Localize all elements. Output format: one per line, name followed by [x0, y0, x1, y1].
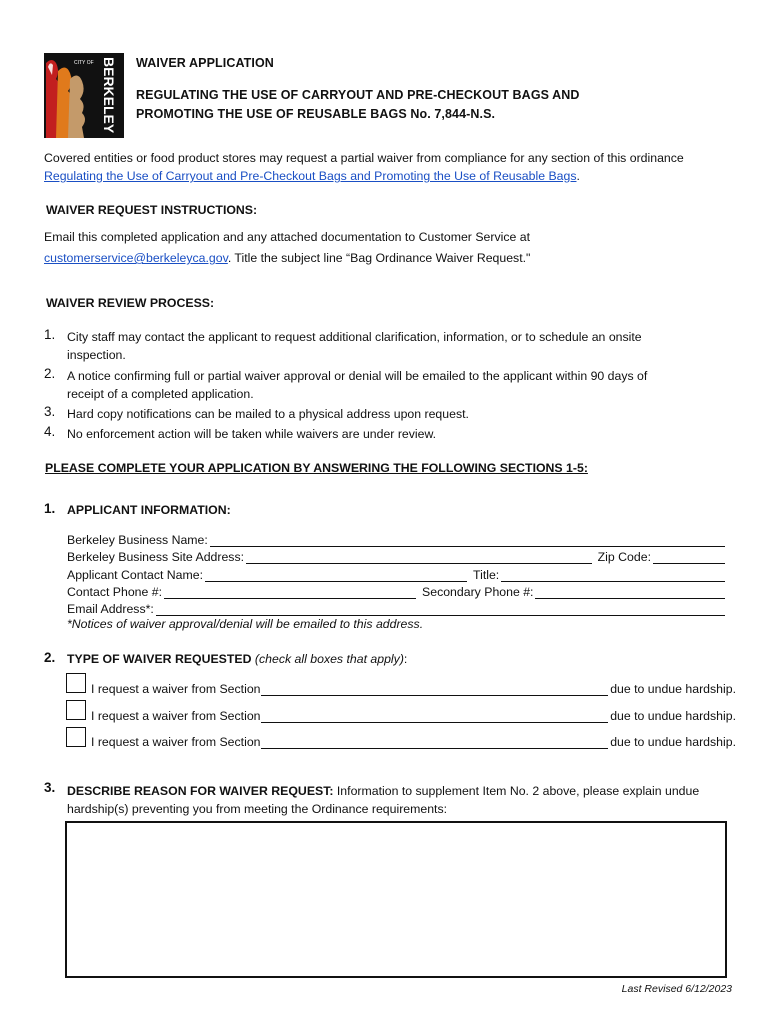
waiver-row-suffix: due to undue hardship.	[610, 735, 736, 749]
waiver-row-prefix: I request a waiver from Section	[91, 735, 261, 749]
review-item-number: 2.	[44, 366, 56, 381]
waiver-section-field[interactable]	[261, 683, 609, 696]
waiver-row-suffix: due to undue hardship.	[610, 709, 736, 723]
review-item-line: receipt of a completed application.	[67, 387, 254, 401]
email-field[interactable]	[156, 603, 725, 616]
section2-number: 2.	[44, 650, 56, 665]
contact-phone-field[interactable]	[164, 586, 416, 599]
waiver-row	[91, 674, 736, 696]
page-title: WAIVER APPLICATION	[136, 56, 274, 70]
review-item-number: 3.	[44, 404, 56, 419]
review-item-line: City staff may contact the applicant to request additional clarification, information, or to schedule an onsite	[67, 330, 642, 344]
last-revised-date: Last Revised 6/12/2023	[621, 983, 732, 995]
intro-text: Covered entities or food product stores may request a partial waiver from compliance for any section of this ordinance	[44, 151, 684, 165]
review-item	[67, 367, 707, 403]
instructions-line1: Email this completed application and any attached documentation to Customer Service at	[44, 230, 530, 244]
phone-row	[67, 582, 727, 599]
contact-phone-label: Contact Phone #:	[67, 585, 163, 599]
site-address-field[interactable]	[246, 551, 592, 564]
instructions-subject: . Title the subject line “Bag Ordinance Waiver Request."	[227, 251, 531, 265]
instructions-heading: WAIVER REQUEST INSTRUCTIONS:	[46, 203, 258, 217]
waiver-row-suffix: due to undue hardship.	[610, 682, 736, 696]
section2-heading-colon: :	[403, 652, 408, 666]
zip-code-field[interactable]	[653, 551, 725, 564]
contact-name-label: Applicant Contact Name:	[67, 568, 204, 582]
intro-link-line	[44, 167, 580, 185]
business-name-label: Berkeley Business Name:	[67, 533, 208, 547]
secondary-phone-label: Secondary Phone #:	[422, 585, 534, 599]
waiver-row-prefix: I request a waiver from Section	[91, 682, 261, 696]
review-item	[67, 425, 707, 443]
reason-textarea[interactable]	[65, 821, 727, 978]
section2-heading-note: (check all boxes that apply)	[254, 652, 404, 666]
instructions-line2	[44, 249, 530, 267]
city-of-berkeley-logo	[44, 53, 124, 138]
business-name-field[interactable]	[210, 534, 725, 547]
review-item	[67, 405, 707, 423]
contact-name-row	[67, 565, 727, 582]
secondary-phone-field[interactable]	[535, 586, 725, 599]
complete-sections-heading: PLEASE COMPLETE YOUR APPLICATION BY ANSWERING THE FOLLOWING SECTIONS 1-5:	[45, 461, 588, 475]
site-address-label: Berkeley Business Site Address:	[67, 550, 245, 564]
intro-period: .	[576, 169, 580, 183]
customer-service-email-link[interactable]: customerservice@berkeleyca.gov	[44, 251, 228, 265]
waiver-row-prefix: I request a waiver from Section	[91, 709, 261, 723]
review-heading: WAIVER REVIEW PROCESS:	[46, 296, 215, 310]
review-item-line: A notice confirming full or partial waiver approval or denial will be emailed to the applicant within 90 days of	[67, 369, 648, 383]
logo-text-berkeley: BERKELEY	[101, 57, 117, 134]
section1-number: 1.	[44, 501, 56, 516]
waiver-section-field[interactable]	[261, 736, 609, 749]
section3-heading-block	[67, 782, 737, 818]
section1-heading: APPLICANT INFORMATION:	[67, 503, 231, 517]
review-item	[67, 328, 707, 364]
contact-name-field[interactable]	[205, 569, 467, 582]
review-item-number: 4.	[44, 424, 56, 439]
email-note: *Notices of waiver approval/denial will be emailed to this address.	[67, 617, 424, 631]
waiver-row	[91, 701, 736, 723]
waiver-checkbox[interactable]	[66, 673, 86, 693]
ordinance-link[interactable]: Regulating the Use of Carryout and Pre-Checkout Bags and Promoting the Use of Reusable Bags	[44, 169, 577, 183]
review-item-line: No enforcement action will be taken while waivers are under review.	[67, 427, 437, 441]
ordinance-title-line2: PROMOTING THE USE OF REUSABLE BAGS No. 7,844-N.S.	[136, 107, 496, 121]
business-name-row	[67, 530, 727, 547]
logo-text-small: CITY OF	[74, 60, 94, 66]
waiver-checkbox[interactable]	[66, 700, 86, 720]
section3-heading: DESCRIBE REASON FOR WAIVER REQUEST:	[67, 784, 334, 798]
title-field[interactable]	[501, 569, 725, 582]
section2-heading: TYPE OF WAIVER REQUESTED	[67, 652, 252, 666]
section2-heading-line	[67, 652, 407, 666]
email-label: Email Address*:	[67, 602, 154, 616]
section3-text-line1: Information to supplement Item No. 2 above, please explain undue	[336, 784, 700, 798]
review-item-line: inspection.	[67, 348, 126, 362]
review-item-line: Hard copy notifications can be mailed to a physical address upon request.	[67, 407, 469, 421]
ordinance-title-line1: REGULATING THE USE OF CARRYOUT AND PRE-CHECKOUT BAGS AND	[136, 88, 580, 102]
section3-number: 3.	[44, 780, 56, 795]
waiver-row	[91, 727, 736, 749]
section3-text-line2: hardship(s) preventing you from meeting the Ordinance requirements:	[67, 802, 448, 816]
review-item-number: 1.	[44, 327, 56, 342]
email-row	[67, 599, 727, 616]
waiver-section-field[interactable]	[261, 710, 609, 723]
zip-code-label: Zip Code:	[597, 550, 651, 564]
title-label: Title:	[473, 568, 500, 582]
site-address-row	[67, 547, 727, 564]
waiver-checkbox[interactable]	[66, 727, 86, 747]
